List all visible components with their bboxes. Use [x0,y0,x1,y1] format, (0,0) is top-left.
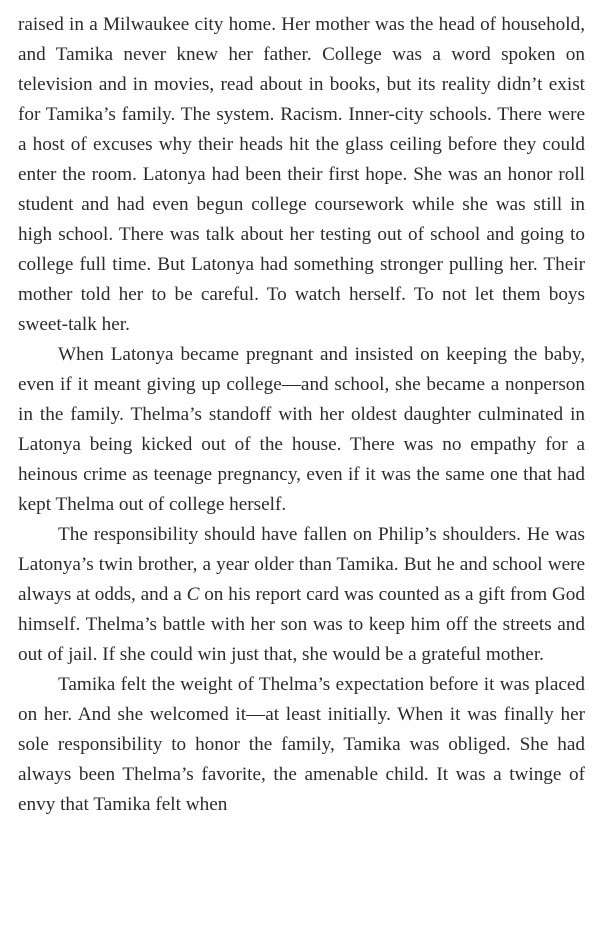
paragraph-1: raised in a Milwaukee city home. Her mother was the head of household, and Tamika never knew her father. College was a word spoken on television and in movies, read about in books, but its reality didn’t exist for Tamika’s family. The system. Racism. Inner-city schools. There were a host of excuses why their heads hit the glass ceiling before they could enter the room. Latonya had been their first hope. She was an honor roll student and had even begun college coursework while she was still in high school. There was talk about her testing out of school and going to college full time. But Latonya had something stronger pulling her. Their mother told her to be careful. To watch herself. To not let them boys sweet-talk her. [18,14,585,335]
book-page [18,10,585,820]
italic-grade-letter: C [186,584,200,605]
paragraph-3-part-1: The responsibility should have fallen on Philip’s shoulders. He was Latonya’s twin brother, a year older than Tamika. But he and school were always at odds, and a [18,524,585,605]
paragraph-3 [18,520,585,670]
paragraph-4: Tamika felt the weight of Thelma’s expectation before it was placed on her. And she welcomed it—at least initially. When it was finally her sole responsibility to honor the family, Tamika was obliged. She had always been Thelma’s favorite, the amenable child. It was a twinge of envy that Tamika felt when [18,674,585,815]
paragraph-3-part-2: on his report card was counted as a gift from God himself. Thelma’s battle with her son was to keep him off the streets and out of jail. If she could win just that, she would be a grateful mother. [18,584,585,665]
paragraph-2: When Latonya became pregnant and insisted on keeping the baby, even if it meant giving up college—and school, she became a nonperson in the family. Thelma’s standoff with her oldest daughter culminated in Latonya being kicked out of the house. There was no empathy for a heinous crime as teenage pregnancy, even if it was the same one that had kept Thelma out of college herself. [18,344,585,515]
